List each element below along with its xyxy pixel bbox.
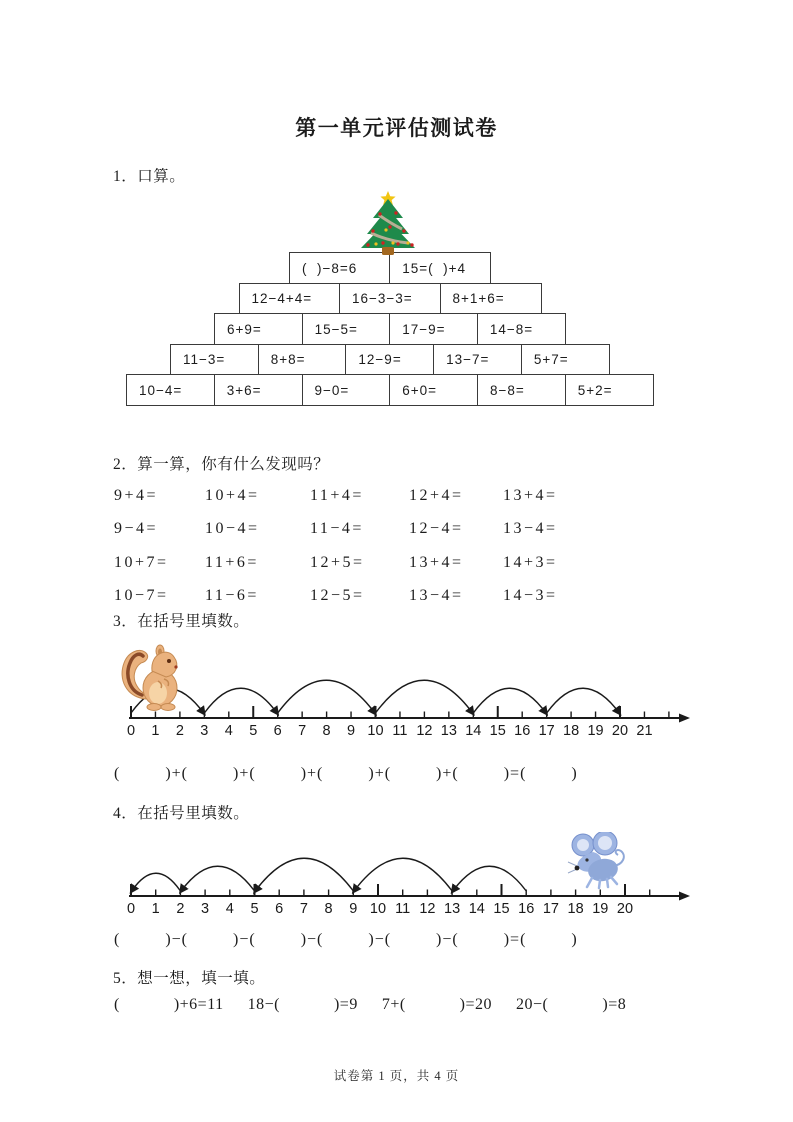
- equation: 12+4=: [409, 486, 464, 504]
- svg-text:15: 15: [493, 901, 510, 917]
- svg-text:12: 12: [419, 901, 436, 917]
- pyramid-equation-cell: 17−9=: [389, 313, 478, 345]
- svg-text:18: 18: [563, 723, 580, 739]
- svg-text:16: 16: [514, 723, 531, 739]
- svg-text:3: 3: [200, 723, 209, 739]
- svg-text:18: 18: [567, 901, 584, 917]
- q4-fill-in-expression: ( )−( )−( )−( )−( )−( )=( ): [114, 931, 578, 948]
- equation: 14+3=: [503, 553, 558, 571]
- equation: 10−7=: [114, 587, 169, 605]
- equation: 13−4=: [409, 587, 464, 605]
- svg-text:14: 14: [465, 723, 482, 739]
- svg-text:13: 13: [440, 723, 457, 739]
- question-4-label: 4．在括号里填数。: [113, 805, 250, 822]
- pyramid-equation-cell: 8+1+6=: [440, 283, 542, 315]
- pyramid-equation-cell: 8+8=: [258, 344, 347, 376]
- pyramid-equation-cell: 6+0=: [389, 374, 478, 406]
- pyramid-row-1: [289, 252, 491, 284]
- pyramid-equation-cell: 13−7=: [433, 344, 522, 376]
- svg-text:1: 1: [151, 723, 160, 739]
- svg-text:6: 6: [275, 901, 284, 917]
- pyramid-equation-cell: 5+2=: [565, 374, 654, 406]
- svg-text:20: 20: [611, 723, 629, 739]
- svg-text:21: 21: [636, 723, 653, 739]
- pyramid-equation-cell: 11−3=: [170, 344, 259, 376]
- svg-text:7: 7: [298, 723, 307, 739]
- pyramid-equation-cell: 9−0=: [302, 374, 391, 406]
- pyramid-equation-cell: 6+9=: [214, 313, 303, 345]
- svg-text:10: 10: [367, 723, 384, 739]
- svg-text:1: 1: [151, 901, 160, 917]
- q3-fill-in-expression: ( )+( )+( )+( )+( )+( )=( ): [114, 765, 578, 782]
- svg-text:9: 9: [349, 901, 358, 917]
- question-1-label: 1．口算。: [113, 168, 186, 185]
- equation: 11+6=: [205, 553, 259, 571]
- equation: 12+5=: [310, 553, 365, 571]
- christmas-tree-image: [356, 190, 420, 256]
- svg-text:14: 14: [468, 901, 485, 917]
- equation: 10+7=: [114, 553, 169, 571]
- svg-text:11: 11: [395, 901, 411, 917]
- pyramid-row-3: [214, 313, 566, 345]
- squirrel-image: [116, 641, 182, 711]
- question-2-label: 2．算一算，你有什么发现吗？: [113, 456, 330, 473]
- svg-text:8: 8: [322, 723, 331, 739]
- equation: 12−5=: [310, 587, 365, 605]
- svg-text:8: 8: [324, 901, 333, 917]
- fill-in-equation: 7+( )=20: [381, 996, 493, 1013]
- pyramid-equation-cell: 12−9=: [345, 344, 434, 376]
- svg-text:0: 0: [126, 901, 136, 917]
- svg-text:5: 5: [250, 901, 259, 917]
- page-footer: 试卷第 1 页，共 4 页: [333, 1069, 460, 1083]
- svg-text:6: 6: [273, 723, 282, 739]
- equation: 9−4=: [114, 520, 159, 538]
- question-2-equations: [114, 479, 583, 613]
- svg-text:9: 9: [347, 723, 356, 739]
- svg-text:17: 17: [542, 901, 559, 917]
- svg-text:17: 17: [538, 723, 555, 739]
- mouse-image: [567, 832, 629, 890]
- equation: 11−4=: [310, 520, 364, 538]
- pyramid-equation-cell: 15−5=: [302, 313, 391, 345]
- pyramid-equation-cell: 5+7=: [521, 344, 610, 376]
- mouse-nose: [575, 866, 580, 871]
- svg-text:4: 4: [224, 723, 233, 739]
- pyramid-row-4: [170, 344, 610, 376]
- fill-in-equation: 20−( )=8: [516, 996, 627, 1013]
- equation: 13+4=: [503, 486, 558, 504]
- q3-numberline: [113, 660, 691, 744]
- svg-text:5: 5: [249, 723, 258, 739]
- svg-text:10: 10: [369, 901, 387, 917]
- page-title: 第一单元评估测试卷: [295, 116, 498, 140]
- pyramid-equation-cell: ( )−8=6: [289, 252, 391, 284]
- pyramid-equation-cell: 10−4=: [126, 374, 215, 406]
- svg-text:11: 11: [392, 723, 408, 739]
- svg-text:19: 19: [592, 901, 609, 917]
- svg-text:16: 16: [518, 901, 535, 917]
- equation: 13−4=: [503, 520, 558, 538]
- oral-math-pyramid: [0, 252, 780, 406]
- svg-text:0: 0: [126, 723, 136, 739]
- pyramid-equation-cell: 3+6=: [214, 374, 303, 406]
- equation: 12−4=: [409, 520, 464, 538]
- pyramid-equation-cell: 16−3−3=: [339, 283, 441, 315]
- equation: 13+4=: [409, 553, 464, 571]
- pyramid-row-2: [239, 283, 542, 315]
- svg-text:7: 7: [299, 901, 308, 917]
- mouse-eye: [585, 858, 588, 861]
- svg-text:2: 2: [175, 723, 184, 739]
- equation: 11+4=: [310, 486, 364, 504]
- svg-text:20: 20: [616, 901, 634, 917]
- equation: 11−6=: [205, 587, 259, 605]
- pyramid-row-5: [126, 374, 654, 406]
- equation: 10−4=: [205, 520, 260, 538]
- equation: 14−3=: [503, 587, 558, 605]
- pyramid-equation-cell: 8−8=: [477, 374, 566, 406]
- pyramid-equation-cell: 15=( )+4: [389, 252, 491, 284]
- svg-text:2: 2: [176, 901, 185, 917]
- svg-text:3: 3: [201, 901, 210, 917]
- svg-text:19: 19: [587, 723, 604, 739]
- equation: 10+4=: [205, 486, 260, 504]
- svg-text:13: 13: [444, 901, 461, 917]
- svg-text:15: 15: [489, 723, 506, 739]
- fill-in-equation: 18−( )=9: [247, 996, 358, 1013]
- svg-text:12: 12: [416, 723, 433, 739]
- question-5-equations: [114, 996, 626, 1014]
- svg-text:4: 4: [225, 901, 234, 917]
- pyramid-equation-cell: 14−8=: [477, 313, 566, 345]
- pyramid-equation-cell: 12−4+4=: [239, 283, 341, 315]
- squirrel-eye: [167, 659, 171, 663]
- fill-in-equation: ( )+6=11: [114, 996, 224, 1013]
- question-3-label: 3．在括号里填数。: [113, 613, 250, 630]
- question-5-label: 5．想一想，填一填。: [113, 970, 266, 987]
- equation: 9+4=: [114, 486, 159, 504]
